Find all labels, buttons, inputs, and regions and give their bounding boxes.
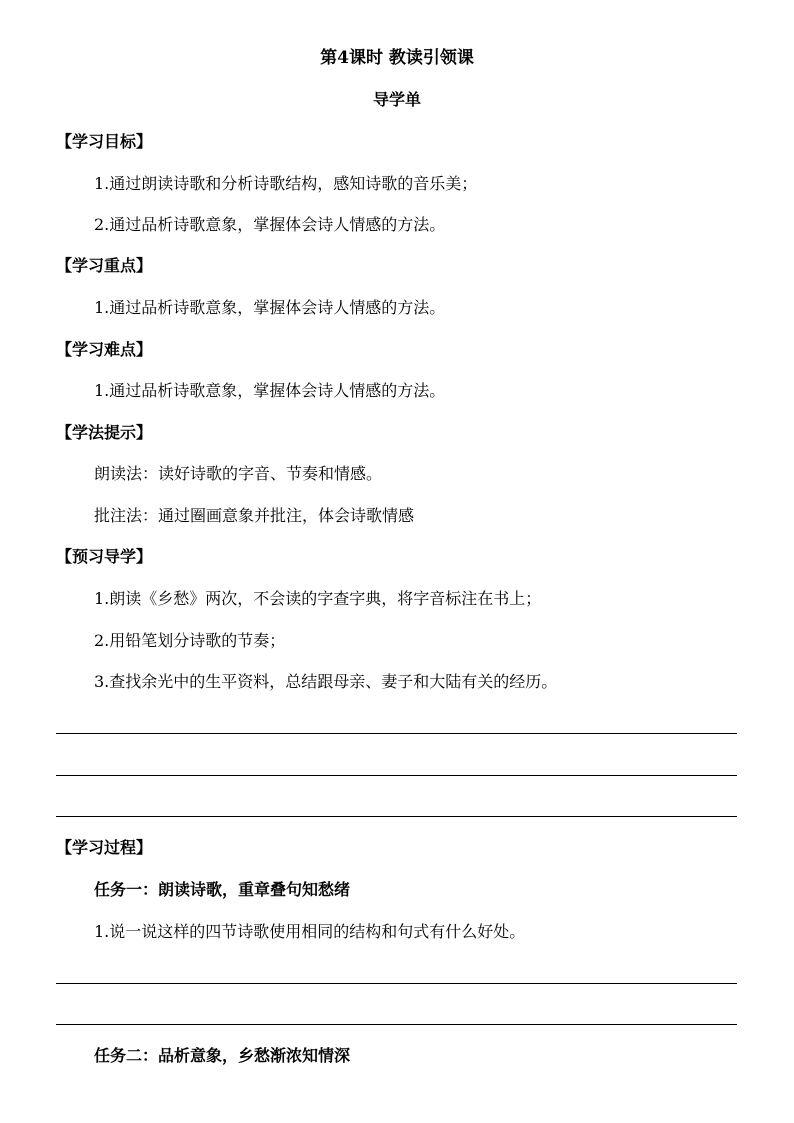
worksheet-subtitle: 导学单: [372, 90, 421, 109]
lesson-title: 第4课时 教读引领课: [320, 48, 474, 68]
section-heading-goals: 【学习目标】: [56, 132, 153, 151]
answer-line[interactable]: [56, 983, 737, 984]
section-heading-preview: 【预习导学】: [56, 547, 153, 566]
answer-line[interactable]: [56, 1024, 737, 1025]
answer-line[interactable]: [56, 775, 737, 776]
task-2-title: 任务二：品析意象，乡愁渐浓知情深: [94, 1046, 351, 1065]
answer-line[interactable]: [56, 733, 737, 734]
answer-line[interactable]: [56, 816, 737, 817]
method-item-reading: 朗读法：读好诗歌的字音、节奏和情感。: [94, 464, 383, 483]
goal-item-2: 2.通过品析诗歌意象，掌握体会诗人情感的方法。: [94, 215, 446, 234]
section-heading-focus: 【学习重点】: [56, 256, 153, 275]
preview-item-2: 2.用铅笔划分诗歌的节奏；: [94, 631, 286, 650]
focus-item-1: 1.通过品析诗歌意象，掌握体会诗人情感的方法。: [94, 298, 446, 317]
section-heading-process: 【学习过程】: [56, 838, 153, 857]
task-1-title: 任务一：朗读诗歌，重章叠句知愁绪: [94, 880, 351, 899]
task-1-question: 1.说一说这样的四节诗歌使用相同的结构和句式有什么好处。: [94, 922, 526, 941]
preview-item-3: 3.查找余光中的生平资料，总结跟母亲、妻子和大陆有关的经历。: [94, 672, 558, 691]
section-heading-methods: 【学法提示】: [56, 423, 153, 442]
difficulty-item-1: 1.通过品析诗歌意象，掌握体会诗人情感的方法。: [94, 381, 446, 400]
section-heading-difficulty: 【学习难点】: [56, 340, 153, 359]
goal-item-1: 1.通过朗读诗歌和分析诗歌结构，感知诗歌的音乐美；: [94, 174, 478, 193]
preview-item-1: 1.朗读《乡愁》两次，不会读的字查字典，将字音标注在书上；: [94, 589, 542, 608]
method-item-annotation: 批注法：通过圈画意象并批注，体会诗歌情感: [94, 506, 415, 525]
